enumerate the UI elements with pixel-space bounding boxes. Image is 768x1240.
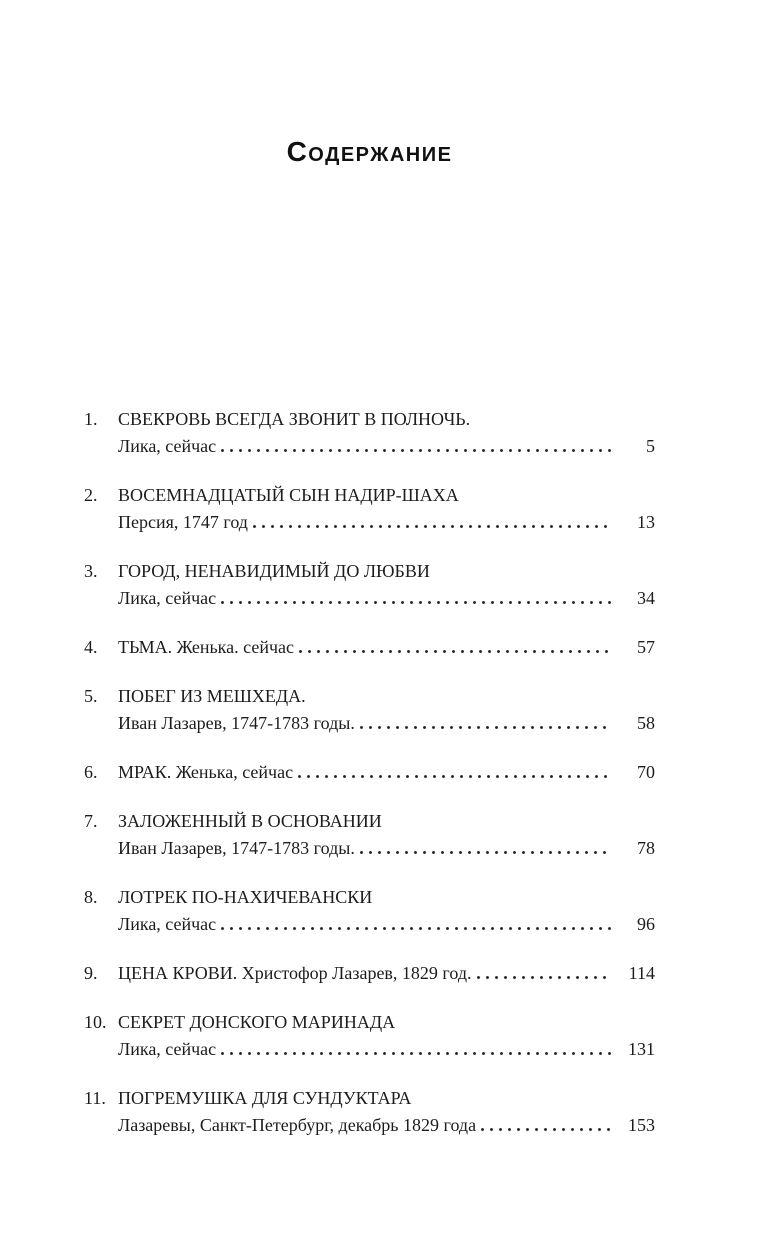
toc-entry-9[interactable]	[84, 960, 655, 987]
toc-entry-4[interactable]	[84, 634, 655, 661]
toc-entry-2[interactable]	[84, 482, 655, 536]
toc-entry-title: ПОБЕГ ИЗ МЕШХЕДА.	[118, 686, 306, 706]
toc-entry-number: 2.	[84, 485, 98, 505]
toc-entry-title: МРАК. Женька, сейчас	[118, 762, 294, 782]
table-of-contents	[84, 406, 655, 1139]
toc-entry-subline	[118, 759, 655, 786]
toc-entry-number: 6.	[84, 762, 98, 782]
toc-page-number: 70	[637, 762, 655, 782]
toc-page-number: 13	[637, 512, 655, 532]
toc-page-number: 96	[637, 914, 655, 934]
toc-page-number: 58	[637, 713, 655, 733]
dot-leader	[221, 449, 611, 452]
toc-page-number: 57	[637, 637, 655, 657]
toc-entry-title: ТЬМА. Женька. сейчас	[118, 637, 294, 657]
toc-entry-subline	[118, 634, 655, 661]
dot-leader	[298, 775, 611, 778]
toc-page-number: 34	[637, 588, 655, 608]
dot-leader	[477, 976, 611, 979]
toc-entry-title: СЕКРЕТ ДОНСКОГО МАРИНАДА	[118, 1012, 396, 1032]
dot-leader	[360, 851, 611, 854]
toc-entry-subtitle: Персия, 1747 год	[118, 512, 248, 532]
toc-entry-number: 11.	[84, 1088, 106, 1108]
toc-entry-title: ЦЕНА КРОВИ. Христофор Лазарев, 1829 год.	[118, 963, 472, 983]
dot-leader	[299, 650, 611, 653]
toc-entry-body	[118, 884, 655, 938]
toc-entry-number: 9.	[84, 963, 98, 983]
toc-entry-number: 3.	[84, 561, 98, 581]
toc-entry-subline	[118, 960, 655, 987]
toc-entry-body	[118, 1085, 655, 1139]
toc-entry-body	[118, 634, 655, 661]
toc-entry-subtitle: Лазаревы, Санкт-Петербург, декабрь 1829 года	[118, 1115, 477, 1135]
toc-page-number: 131	[628, 1039, 655, 1059]
toc-entry-number: 5.	[84, 686, 98, 706]
toc-entry-title: СВЕКРОВЬ ВСЕГДА ЗВОНИТ В ПОЛНОЧЬ.	[118, 409, 471, 429]
dot-leader	[253, 525, 611, 528]
toc-entry-body	[118, 683, 655, 737]
toc-entry-subline	[118, 509, 655, 536]
toc-entry-8[interactable]	[84, 884, 655, 938]
toc-entry-number: 4.	[84, 637, 98, 657]
toc-entry-subline	[118, 911, 655, 938]
dot-leader	[481, 1128, 611, 1131]
toc-entry-1[interactable]	[84, 406, 655, 460]
toc-entry-subtitle: Лика, сейчас	[118, 436, 217, 456]
toc-entry-body	[118, 406, 655, 460]
toc-entry-subtitle: Лика, сейчас	[118, 914, 217, 934]
toc-entry-subtitle: Иван Лазарев, 1747-1783 годы.	[118, 838, 355, 858]
toc-entry-title: ЗАЛОЖЕННЫЙ В ОСНОВАНИИ	[118, 811, 382, 831]
dot-leader	[221, 601, 611, 604]
toc-entry-subline	[118, 835, 655, 862]
toc-page-number: 114	[628, 963, 655, 983]
toc-page-number: 78	[637, 838, 655, 858]
toc-entry-3[interactable]	[84, 558, 655, 612]
toc-entry-title: ЛОТРЕК ПО-НАХИЧЕВАНСКИ	[118, 887, 373, 907]
toc-entry-5[interactable]	[84, 683, 655, 737]
dot-leader	[221, 927, 611, 930]
toc-entry-10[interactable]	[84, 1009, 655, 1063]
dot-leader	[221, 1052, 611, 1055]
toc-entry-number: 7.	[84, 811, 98, 831]
dot-leader	[360, 726, 611, 729]
toc-page-number: 5	[646, 436, 655, 456]
toc-entry-body	[118, 482, 655, 536]
toc-entry-subtitle: Лика, сейчас	[118, 1039, 217, 1059]
toc-entry-title: ПОГРЕМУШКА ДЛЯ СУНДУКТАРА	[118, 1088, 412, 1108]
toc-entry-number: 10.	[84, 1012, 107, 1032]
toc-entry-subline	[118, 1112, 655, 1139]
toc-entry-body	[118, 808, 655, 862]
toc-entry-body	[118, 759, 655, 786]
toc-entry-number: 8.	[84, 887, 98, 907]
toc-entry-subline	[118, 433, 655, 460]
toc-entry-11[interactable]	[84, 1085, 655, 1139]
toc-entry-subline	[118, 585, 655, 612]
toc-entry-subtitle: Лика, сейчас	[118, 588, 217, 608]
toc-entry-subline	[118, 710, 655, 737]
toc-entry-body	[118, 558, 655, 612]
toc-entry-6[interactable]	[84, 759, 655, 786]
toc-entry-7[interactable]	[84, 808, 655, 862]
toc-entry-subline	[118, 1036, 655, 1063]
toc-page-number: 153	[628, 1115, 655, 1135]
toc-entry-subtitle: Иван Лазарев, 1747-1783 годы.	[118, 713, 355, 733]
toc-entry-body	[118, 1009, 655, 1063]
toc-entry-body	[118, 960, 655, 987]
toc-entry-title: ВОСЕМНАДЦАТЫЙ СЫН НАДИР-ШАХА	[118, 485, 459, 505]
toc-entry-number: 1.	[84, 409, 98, 429]
toc-entry-title: ГОРОД, НЕНАВИДИМЫЙ ДО ЛЮБВИ	[118, 561, 430, 581]
page-title: Содержание	[286, 136, 453, 167]
